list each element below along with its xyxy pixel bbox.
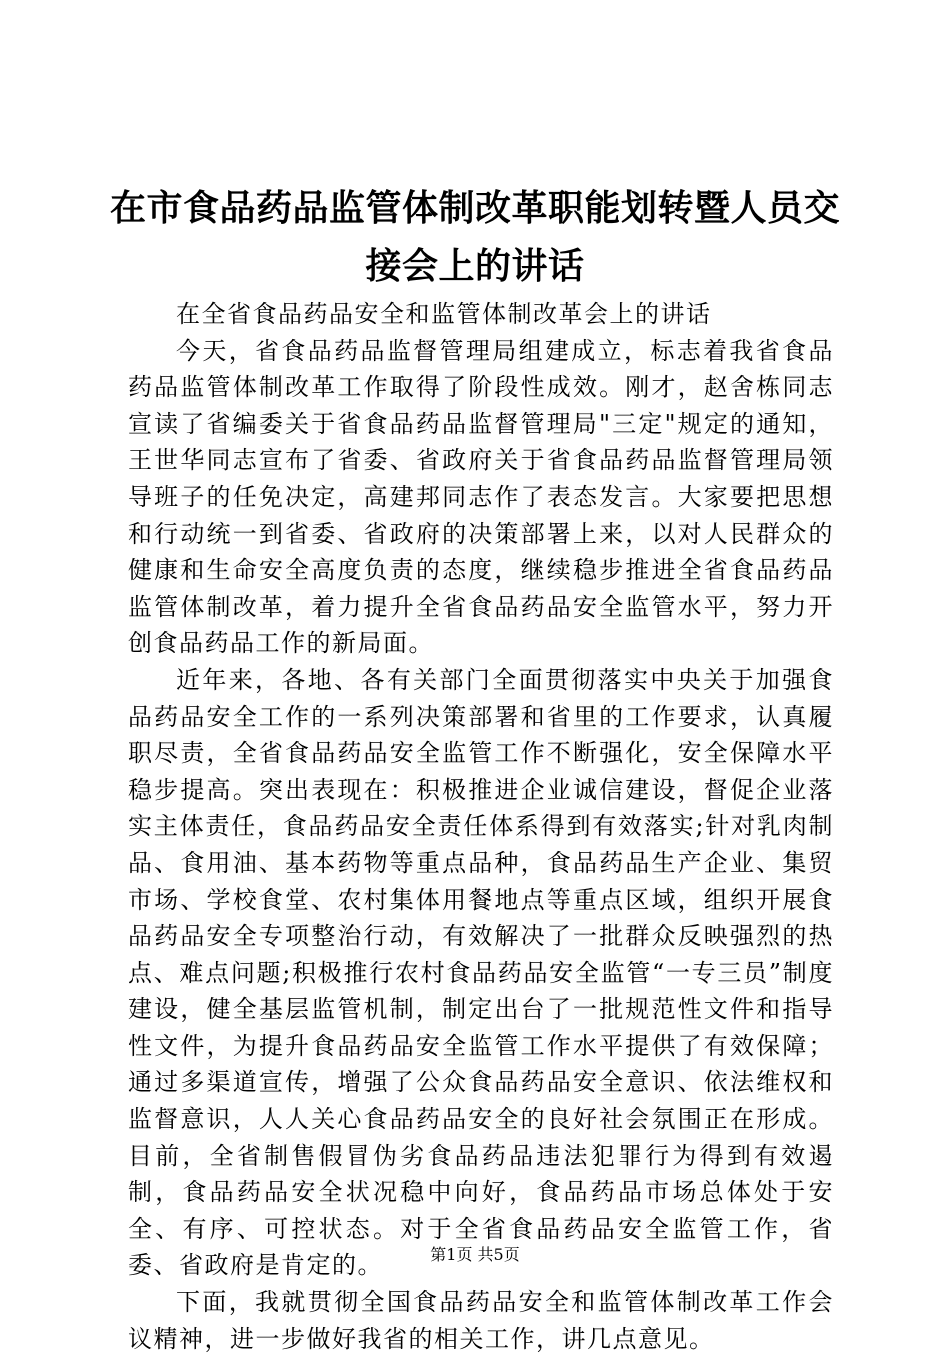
paragraph-opening: 今天，省食品药品监督管理局组建成立，标志着我省食品药品监管体制改革工作取得了阶段性成效。刚才，赵舍栋同志宣读了省编委关于省食品药品监督管理局"三定"规定的通知，王世华同志宣布了省委、省政府关于省食品药品监督管理局领导班子的任免决定，高建邦同志作了表态发言。大家要把思想和行动统一到省委、省政府的决策部署上来，以对人民群众的健康和生命安全高度负责的态度，继续稳步推进全省食品药品监管体制改革，着力提升全省食品药品安全监管水平，努力开创食品药品工作的新局面。 [128,336,834,658]
paragraph-subtitle: 在全省食品药品安全和监管体制改革会上的讲话 [176,300,712,328]
document-title: 在市食品药品监管体制改革职能划转暨人员交接会上的讲话 [109,188,840,287]
paragraph-transition: 下面，我就贯彻全国食品药品安全和监管体制改革工作会议精神，进一步做好我省的相关工作，讲几点意见。 [128,1288,834,1353]
page-footer: 第1页 共5页 [430,1245,520,1264]
paragraph-achievements: 近年来，各地、各有关部门全面贯彻落实中央关于加强食品药品安全工作的一系列决策部署和省里的工作要求，认真履职尽责，全省食品药品安全监管工作不断强化，安全保障水平稳步提高。突出表现在：积极推进企业诚信建设，督促企业落实主体责任，食品药品安全责任体系得到有效落实;针对乳肉制品、食用油、基本药物等重点品种，食品药品生产企业、集贸市场、学校食堂、农村集体用餐地点等重点区域，组织开展食品药品安全专项整治行动，有效解决了一批群众反映强烈的热点、难点问题;积极推行农村食品药品安全监管“一专三员”制度建设，健全基层监管机制，制定出台了一批规范性文件和指导性文件，为提升食品药品安全监管工作水平提供了有效保障；通过多渠道宣传，增强了公众食品药品安全意识、依法维权和监督意识，人人关心食品药品安全的良好社会氛围正在形成。目前，全省制售假冒伪劣食品药品违法犯罪行为得到有效遏制，食品药品安全状况稳中向好，食品药品市场总体处于安全、有序、可控状态。对于全省食品药品安全监管工作，省委、省政府是肯定的。 [128,665,834,1280]
document-body [128,296,834,1357]
